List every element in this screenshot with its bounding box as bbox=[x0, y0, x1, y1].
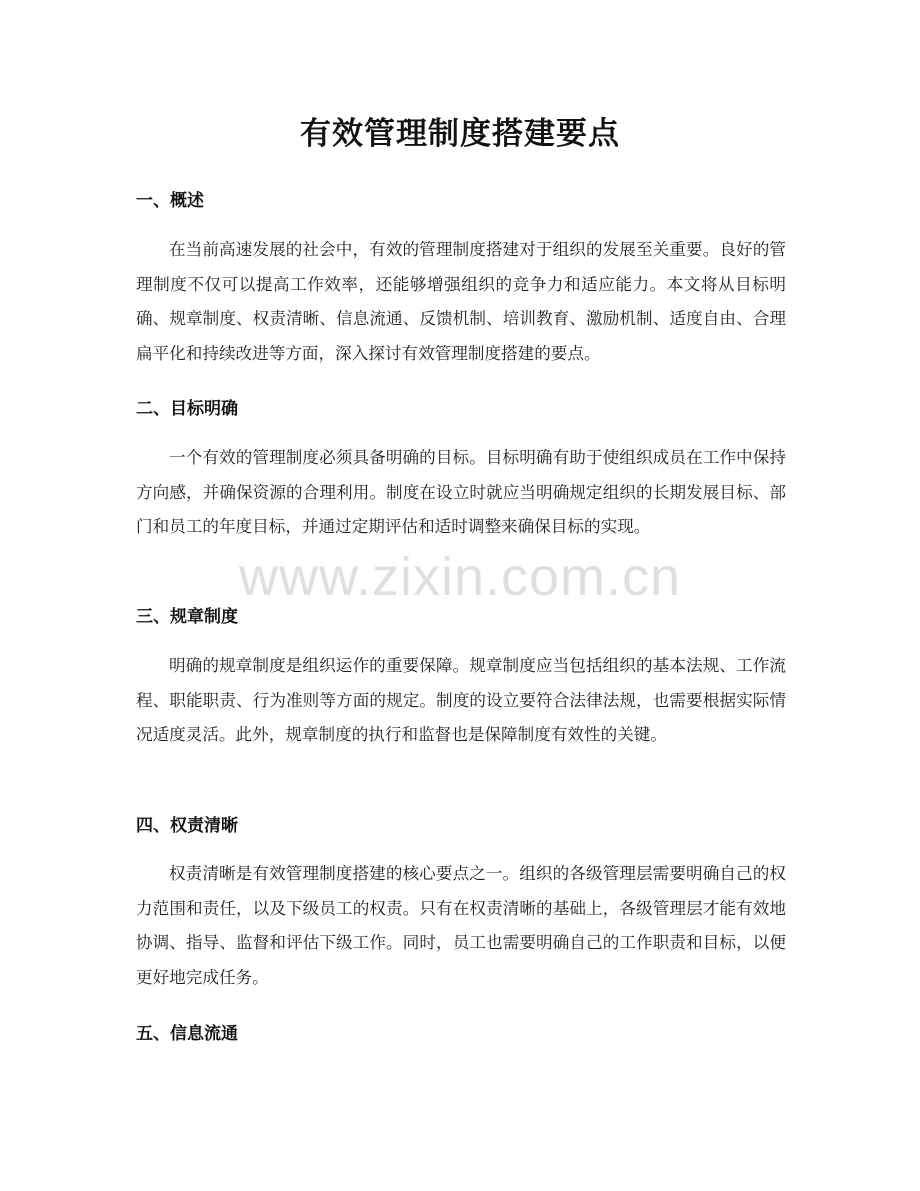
section-heading-responsibility: 四、权责清晰 bbox=[136, 816, 238, 836]
document-title: 有效管理制度搭建要点 bbox=[300, 116, 620, 152]
section-body-rules: 明确的规章制度是组织运作的重要保障。规章制度应当包括组织的基本法规、工作流程、职能职责、行为准则等方面的规定。制度的设立要符合法律法规，也需要根据实际情况适度灵活。此外，规章制度的执行和监督也是保障制度有效性的关键。 bbox=[136, 656, 786, 744]
section-heading-goals: 二、目标明确 bbox=[136, 399, 238, 419]
section-body-overview: 在当前高速发展的社会中，有效的管理制度搭建对于组织的发展至关重要。良好的管理制度不仅可以提高工作效率，还能够增强组织的竞争力和适应能力。本文将从目标明确、规章制度、权责清晰、信息流通、反馈机制、培训教育、激励机制、适度自由、合理扁平化和持续改进等方面，深入探讨有效管理制度搭建的要点。 bbox=[136, 240, 786, 363]
section-heading-overview: 一、概述 bbox=[136, 191, 204, 211]
section-heading-rules: 三、规章制度 bbox=[136, 607, 238, 627]
section-body-goals: 一个有效的管理制度必须具备明确的目标。目标明确有助于使组织成员在工作中保持方向感，并确保资源的合理利用。制度在设立时就应当明确规定组织的长期发展目标、部门和员工的年度目标，并通过定期评估和适时调整来确保目标的实现。 bbox=[136, 448, 786, 536]
section-body-responsibility: 权责清晰是有效管理制度搭建的核心要点之一。组织的各级管理层需要明确自己的权力范围和责任，以及下级员工的权责。只有在权责清晰的基础上，各级管理层才能有效地协调、指导、监督和评估下级工作。同时，员工也需要明确自己的工作职责和目标，以便更好地完成任务。 bbox=[136, 864, 786, 987]
watermark: www.zixin.com.cn bbox=[238, 547, 682, 607]
section-heading-information: 五、信息流通 bbox=[136, 1024, 238, 1044]
